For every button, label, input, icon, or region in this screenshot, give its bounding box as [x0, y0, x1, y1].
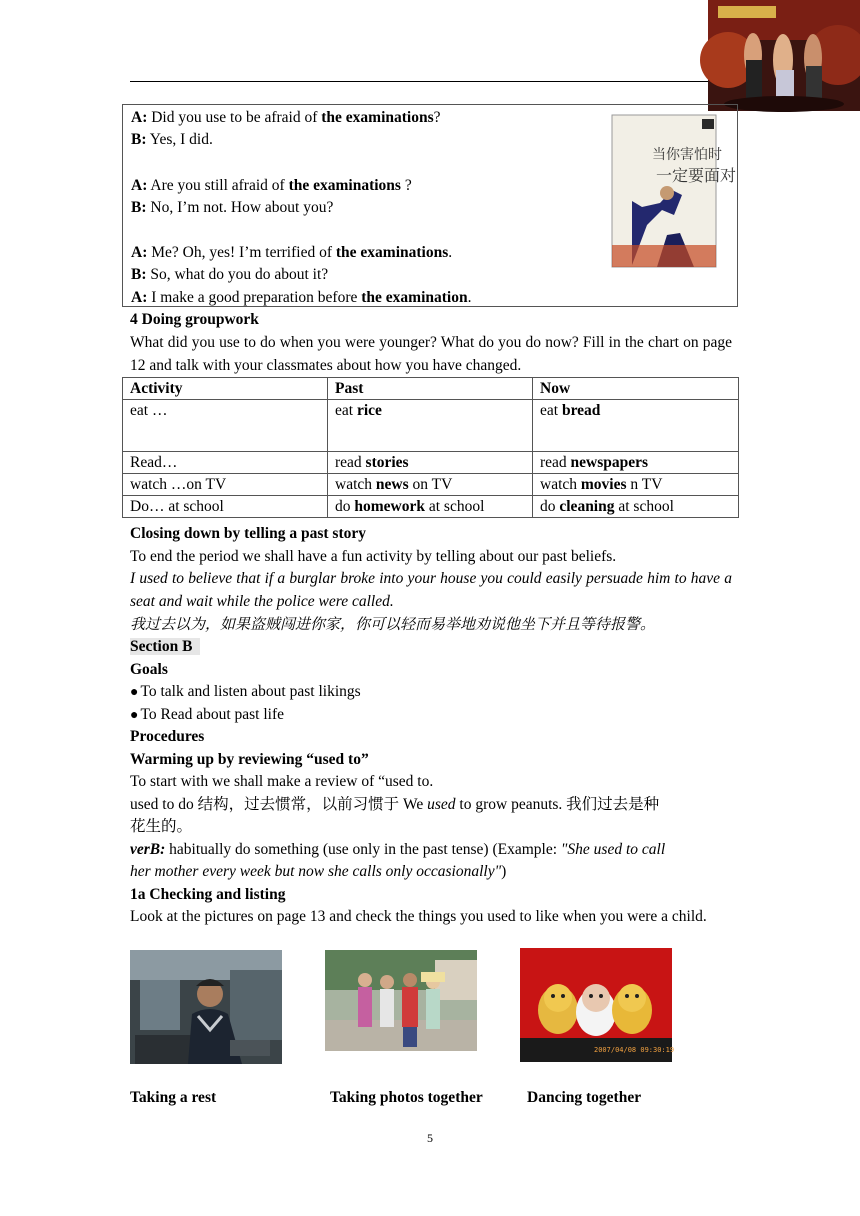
goal-item: ● To talk and listen about past likings	[130, 683, 361, 700]
bullet-icon: ●	[130, 708, 139, 723]
caption-taking-a-rest: Taking a rest	[130, 1089, 217, 1106]
warmup-heading: Warming up by reviewing “used to”	[130, 751, 369, 768]
verb-example-cont: her mother every week but now she calls only occasionally")	[130, 863, 507, 880]
usage-line: used to do 结构，过去惯常，以前习惯于 We used to grow peanuts. 我们过去是种	[130, 796, 660, 813]
goals-heading: Goals	[130, 661, 168, 678]
table-row	[123, 452, 739, 474]
table-cell: watch news on TV	[328, 474, 533, 496]
header-rule	[130, 81, 708, 82]
dialog-line: B: Yes, I did.	[131, 131, 213, 148]
activity-1a-instruction: Look at the pictures on page 13 and check the things you used to like when you were a child.	[130, 908, 707, 925]
usage-line-2: 花生的。	[130, 818, 193, 835]
procedures-heading: Procedures	[130, 728, 205, 745]
table-cell: eat bread	[533, 400, 739, 452]
book-title-chars: 当你害怕时	[652, 147, 722, 163]
table-cell: do cleaning at school	[533, 496, 739, 518]
table-cell: watch …on TV	[123, 474, 328, 496]
table-cell: watch movies n TV	[533, 474, 739, 496]
corner-dance-photo	[708, 0, 860, 111]
table-cell: Do… at school	[123, 496, 328, 518]
caption-taking-photos-together: Taking photos together	[330, 1089, 483, 1106]
table-header-cell: Activity	[123, 378, 328, 400]
dialog-line: A: I make a good preparation before the examination.	[131, 289, 472, 306]
dialog-line: A: Did you use to be afraid of the examinations?	[131, 109, 441, 126]
closing-intro: To end the period we shall have a fun activity by telling about our past beliefs.	[130, 548, 617, 565]
table-cell: read stories	[328, 452, 533, 474]
activity-1a-heading: 1a Checking and listing	[130, 886, 286, 903]
svg-text:一定要面对: 一定要面对	[656, 166, 737, 185]
dialog-line: A: Me? Oh, yes! I’m terrified of the examinations.	[131, 244, 453, 261]
table-cell: Read…	[123, 452, 328, 474]
groupwork-heading: 4 Doing groupwork	[130, 311, 259, 328]
table-row	[123, 474, 739, 496]
table-cell: do homework at school	[328, 496, 533, 518]
dialog-line: B: So, what do you do about it?	[131, 266, 329, 283]
dialog-box	[122, 104, 738, 307]
activity-table	[122, 377, 739, 518]
table-header-row	[123, 378, 739, 400]
photo-timestamp: 2007/04/08 09:30:19	[594, 1046, 675, 1054]
table-header-cell: Now	[533, 378, 739, 400]
closing-heading: Closing down by telling a past story	[130, 525, 366, 542]
table-cell: read newspapers	[533, 452, 739, 474]
table-header-cell: Past	[328, 378, 533, 400]
closing-story-en: I used to believe that if a burglar broke into your house you could easily persuade him to have a seat and wait while the police were called.	[130, 570, 732, 610]
dialog-line: B: No, I’m not. How about you?	[131, 199, 334, 216]
verb-definition: verB: habitually do something (use only in the past tense) (Example: "She used to call	[130, 841, 666, 858]
bullet-icon: ●	[130, 685, 139, 700]
table-cell: eat …	[123, 400, 328, 452]
caption-dancing-together: Dancing together	[527, 1089, 642, 1106]
closing-story-zh: 我过去以为，如果盗贼闯进你家，你可以轻而易举地劝说他坐下并且等待报警。	[130, 615, 656, 633]
warmup-text: To start with we shall make a review of “used to.	[130, 773, 434, 790]
photo-dancing-together	[520, 948, 675, 1062]
book-cover-image	[612, 115, 737, 267]
table-row	[123, 400, 739, 452]
goal-item: ● To Read about past life	[130, 706, 285, 723]
photo-taking-a-rest	[130, 950, 282, 1064]
section-b-title: Section B	[130, 636, 732, 659]
table-row	[123, 496, 739, 518]
page-number: 5	[427, 1131, 433, 1145]
photo-taking-photos-together	[325, 950, 477, 1051]
groupwork-instruction: What did you use to do when you were younger? What do you do now? Fill in the chart on page 12 and talk with your classmates about how you have changed.	[130, 334, 732, 374]
dialog-line: A: Are you still afraid of the examinations ?	[131, 177, 412, 194]
table-cell: eat rice	[328, 400, 533, 452]
